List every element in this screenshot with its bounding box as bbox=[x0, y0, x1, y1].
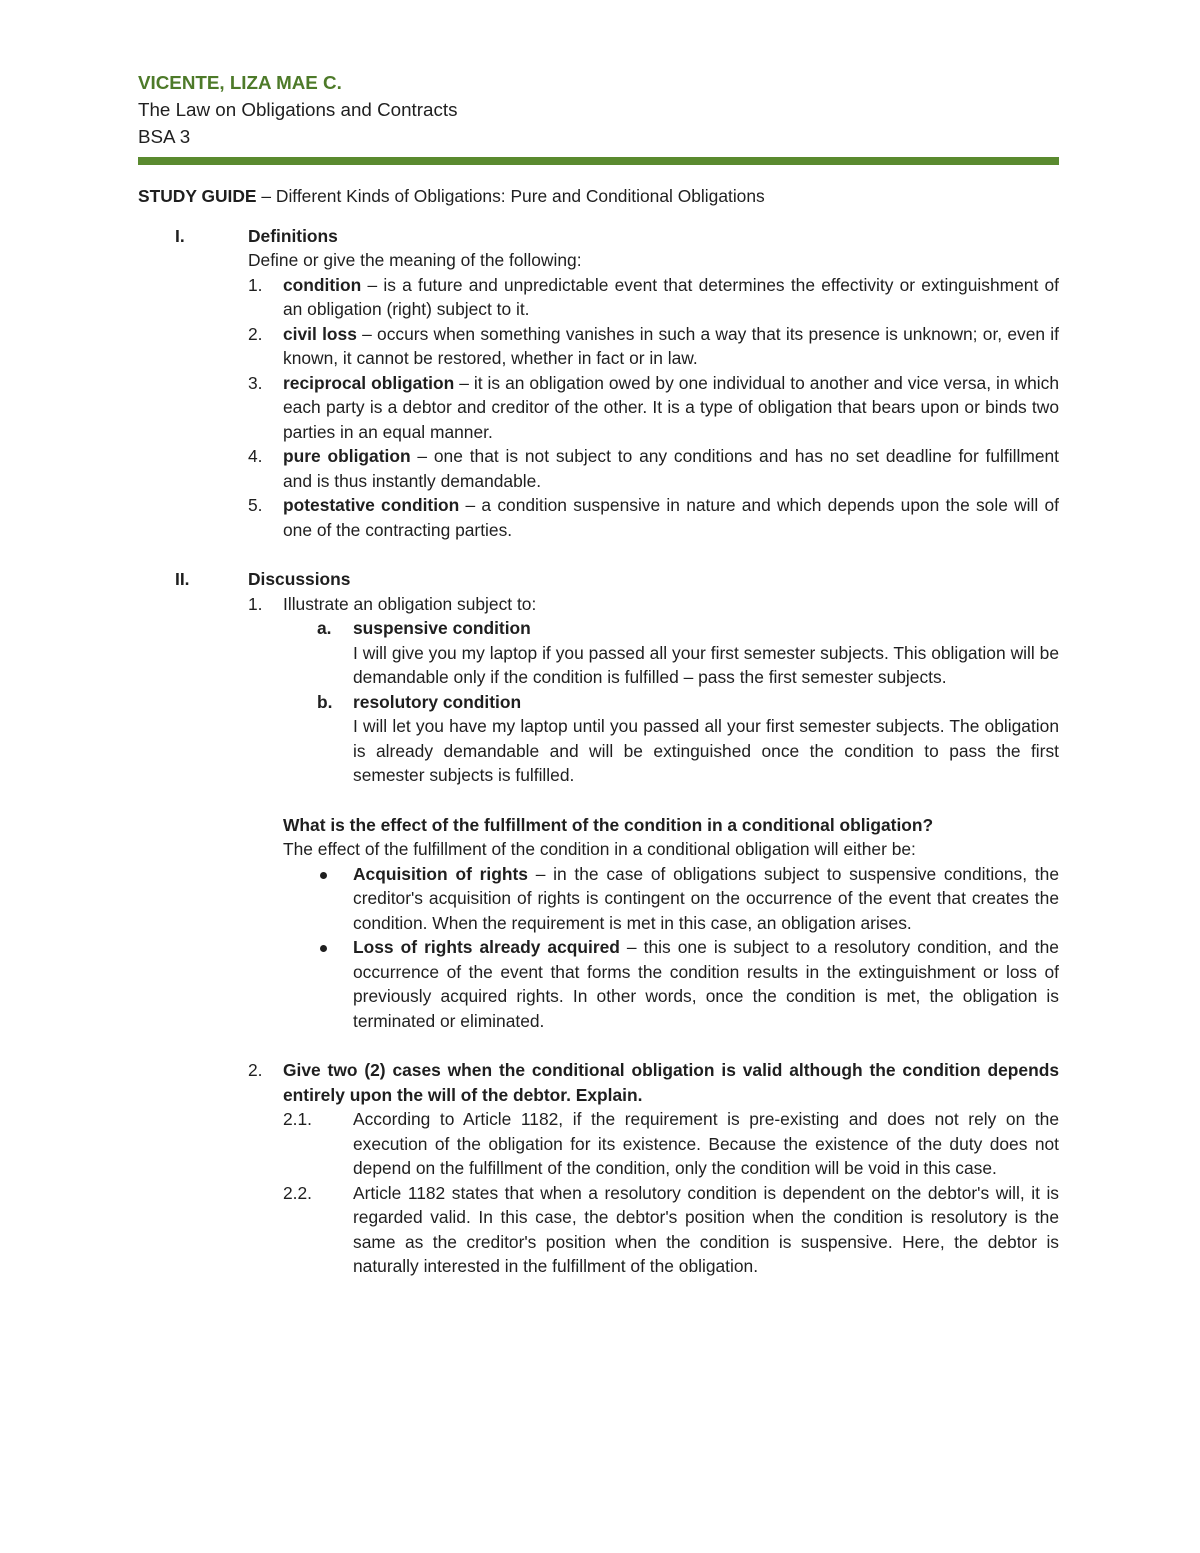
bullet-term: Acquisition of rights bbox=[353, 863, 528, 884]
definition-item bbox=[248, 273, 1059, 322]
definition-term: pure obligation bbox=[283, 446, 411, 466]
study-guide-label: STUDY GUIDE bbox=[138, 186, 257, 206]
case-text: According to Article 1182, if the requirement is pre-existing and does not rely on the execution of the obligation for its existence. Because the existence of the duty does not depend on the fulfillment of the condition, only the condition will be void in this case. bbox=[353, 1109, 1059, 1178]
author-name: VICENTE, LIZA MAE C. bbox=[138, 72, 342, 93]
item-letter: b. bbox=[317, 691, 333, 712]
study-guide-title bbox=[138, 184, 1059, 209]
definition-text: – is a future and unpredictable event that determines the effectivity or extinguishment of an obligation (right) subject to it. bbox=[283, 274, 1059, 319]
example-term: resolutory condition bbox=[353, 691, 522, 712]
item-number: 1. bbox=[248, 593, 263, 614]
definition-term: civil loss bbox=[283, 323, 357, 344]
definition-text: – one that is not subject to any conditions and has no set deadline for fulfillment and is thus instantly demandable. bbox=[283, 446, 1060, 491]
example-item bbox=[248, 616, 1059, 690]
question-1 bbox=[248, 592, 1059, 617]
definition-item bbox=[248, 322, 1059, 371]
item-number: 2. bbox=[248, 1060, 263, 1080]
definition-item bbox=[248, 493, 1059, 542]
example-text: I will let you have my laptop until you passed all your first semester subjects. The obligation is already demandable and will be extinguished once the condition to pass the first semester subjects is fulfilled. bbox=[353, 716, 1059, 785]
case-text: Article 1182 states that when a resolutory condition is dependent on the debtor's will, it is regarded valid. In this case, the debtor's position when the condition is resolutory is the same as the creditor's position when the condition is suspensive. Here, the debtor is naturally interested in the fulfillment of the obligation. bbox=[353, 1182, 1059, 1276]
header-divider bbox=[138, 157, 1059, 165]
effect-question: What is the effect of the fulfillment of the condition in a conditional obligation? bbox=[283, 814, 934, 835]
item-letter: a. bbox=[317, 618, 332, 638]
item-number: 3. bbox=[248, 372, 263, 393]
section-title: Discussions bbox=[248, 569, 351, 589]
case-number: 2.1. bbox=[283, 1109, 313, 1129]
section-number: II. bbox=[175, 569, 190, 589]
bullet-term: Loss of rights already acquired bbox=[353, 937, 620, 957]
question-2 bbox=[248, 1058, 1059, 1107]
example-item bbox=[248, 690, 1059, 788]
definition-term: condition bbox=[283, 274, 362, 295]
effect-bullet bbox=[248, 862, 1059, 936]
question-text: Illustrate an obligation subject to: bbox=[283, 593, 537, 614]
item-number: 2. bbox=[248, 323, 263, 344]
definition-item bbox=[248, 444, 1059, 493]
bullet-icon bbox=[320, 872, 327, 879]
study-guide-topic: – Different Kinds of Obligations: Pure and Conditional Obligations bbox=[256, 186, 765, 206]
document-header bbox=[138, 69, 1068, 150]
definition-text: – a condition suspensive in nature and which depends upon the sole will of one of the contracting parties. bbox=[283, 495, 1059, 540]
case-item bbox=[283, 1107, 1059, 1181]
class-section: BSA 3 bbox=[138, 126, 191, 147]
case-number: 2.2. bbox=[283, 1182, 313, 1203]
definition-term: reciprocal obligation bbox=[283, 372, 455, 393]
section-definitions bbox=[138, 224, 1059, 543]
course-title: The Law on Obligations and Contracts bbox=[138, 99, 458, 120]
example-text: I will give you my laptop if you passed all your first semester subjects. This obligation will be demandable only if the condition is fulfilled – pass the first semester subjects. bbox=[353, 642, 1059, 687]
definition-text: – occurs when something vanishes in such a way that its presence is unknown; or, even if known, it cannot be restored, whether in fact or in law. bbox=[283, 323, 1060, 368]
case-list bbox=[248, 1107, 1059, 1279]
item-number: 4. bbox=[248, 446, 263, 466]
section-number: I. bbox=[175, 225, 185, 246]
item-number: 5. bbox=[248, 495, 263, 515]
spacer bbox=[248, 1033, 1059, 1058]
effect-block bbox=[248, 813, 1059, 862]
spacer bbox=[248, 788, 1059, 813]
section-title: Definitions bbox=[248, 225, 338, 246]
item-number: 1. bbox=[248, 274, 263, 295]
bullet-text: – this one is subject to a resolutory condition, and the occurrence of the event that forms the condition results in the extinguishment or loss of previously acquired rights. In other words, once the condition is met, the obligation is terminated or eliminated. bbox=[353, 937, 1059, 1031]
bullet-text: – in the case of obligations subject to suspensive conditions, the creditor's acquisition of rights is contingent on the occurrence of the event that creates the condition. When the requirement is met in this case, an obligation arises. bbox=[353, 863, 1060, 933]
example-term: suspensive condition bbox=[353, 618, 531, 638]
effect-bullet bbox=[248, 935, 1059, 1033]
definition-text: – it is an obligation owed by one individual to another and vice versa, in which each party is a debtor and creditor of the other. It is a type of obligation that bears upon or binds two parties in an equal manner. bbox=[283, 372, 1059, 442]
definition-term: potestative condition bbox=[283, 495, 460, 515]
question-text: Give two (2) cases when the conditional obligation is valid although the condition depends entirely upon the will of the debtor. Explain. bbox=[283, 1060, 1059, 1105]
spacer bbox=[138, 542, 1059, 567]
section-intro: Define or give the meaning of the following: bbox=[248, 250, 582, 270]
bullet-icon bbox=[320, 945, 327, 952]
definition-item bbox=[248, 371, 1059, 445]
document-body bbox=[138, 184, 1059, 1279]
case-item bbox=[283, 1181, 1059, 1279]
section-discussions bbox=[138, 567, 1059, 1279]
effect-intro: The effect of the fulfillment of the condition in a conditional obligation will either be: bbox=[283, 839, 916, 859]
